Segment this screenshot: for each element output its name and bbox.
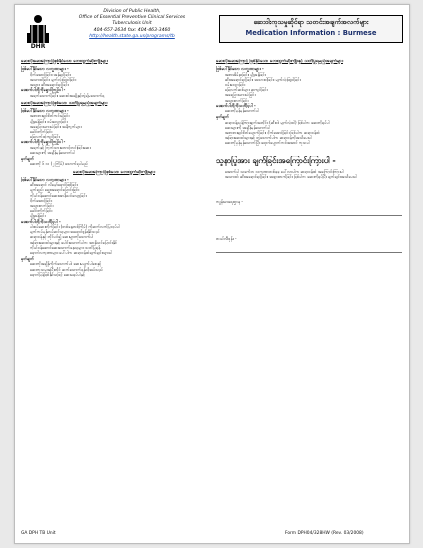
list-item: ပျို့အန်ခြင်း (30, 213, 207, 218)
document-page (14, 4, 410, 544)
caution-list (21, 93, 207, 98)
title-box (219, 15, 403, 43)
clinic-field (216, 199, 402, 216)
list-item: ရောဂါပြန်ဖြစ်နိုင်သဖြင့် ဆေးမရပ်ပါနှင့် (30, 272, 207, 277)
section-subheading: အောက်ပါတို့ကိုသတိပြုပါ - (21, 218, 61, 224)
org-line: Tuberculosis Unit (112, 21, 152, 27)
org-line: Office of Essential Preventive Clinical Services (78, 15, 186, 21)
field-label: တယ်လီဖုန်း - (216, 236, 237, 242)
list-item: ဆီးအရောင် လိမ္မော်ရောင်ဖြစ်ခြင်း (30, 182, 207, 187)
note-list (21, 261, 207, 277)
caution-list (216, 108, 402, 113)
footer-right: Form DPH04/328HW (Rev. 03/2008) (285, 531, 364, 536)
list-item: ခြေလက်ထုံကျင်ခြင်း (30, 134, 207, 139)
field-label: ကျန်းမာရေးဌာန - (216, 199, 243, 205)
section-subheading: ဖြစ်ပေါ်နိုင်သော လက္ခဏာများ - (21, 107, 69, 113)
section-heading: ဆေးလိုးဆေးကြောင့်ဖြစ်သော သတိပြုရမည့်အချက်များ (21, 100, 108, 106)
list-item: အရက်သောက်ခြင်း၊ ဆေးဝါးအချို့နှင့်တွဲ၍မသောက်ရ (30, 93, 207, 98)
phone-field (216, 236, 402, 253)
list-item: ဗိုက်အောင့်ခြင်း (30, 198, 207, 203)
list-item: ဆီးအရောင်ရင့်ခြင်း၊ အသားဝါခြင်း၊ မျက်လုံးဖြူဝါခြင်း (225, 77, 402, 82)
list-item: ရောဂါလက္ခဏာများ ပေါ်ပါက ဆရာဝန်ထံချက်ချင်းသွားပါ (30, 250, 207, 255)
list-item: ဗိုက်အောင့်ခြင်း၊ အန်ချင်ခြင်း (30, 72, 207, 77)
symptom-list (21, 72, 207, 88)
list-item: ဆေးများကို အချိန်မှန်သောက်ပါ (225, 125, 402, 130)
section-subheading: အောက်ပါတို့ကိုသတိပြုပါ - (216, 102, 256, 108)
logo-text: DHR (30, 43, 46, 50)
list-item: ဆေးကိုမှန်မှန်သောက်ပြီး ရောဂါပျောက်ကင်းအောင် ကုသပါ (225, 140, 402, 145)
list-item: မျက်ရည်၊ ချွေးအရောင်ပြောင်းခြင်း (30, 187, 207, 192)
org-block (57, 9, 207, 40)
list-item: အဖျားတက်ခြင်း (225, 98, 402, 103)
list-item: အဖျား၊ ဆီးအရောင်ရင့်ခြင်း (30, 82, 207, 87)
note-label: မှတ်ချက် (21, 256, 34, 262)
list-item: အရေပြားယားယံခြင်း (225, 92, 402, 97)
note-list (21, 161, 207, 166)
header (15, 5, 409, 61)
list-item: ဆရာဝန်ညွှန်ကြားချက်အတိုင်း (ဆီးဝါ၊ မျက်လုံးဝါ) ဖြစ်ပါက ဆေးကိုရပ်ပါ (225, 120, 402, 125)
drug-section (21, 59, 207, 98)
footer-left: GA DPH TB Unit (21, 531, 56, 536)
note-label: မှတ်ချက် (216, 114, 229, 120)
phone-input-line[interactable] (216, 245, 402, 253)
list-item: ပျို့အန်ခြင်း၊ ဝမ်းလျှောခြင်း (30, 119, 207, 124)
list-item: ဆေးကို ၆ လ (၂ ကြိမ်) သောက်ရပါမည် (30, 161, 207, 166)
drug-section (21, 170, 207, 277)
list-item: ခေါင်းကိုက်ခြင်း (30, 129, 207, 134)
drug-section (216, 59, 402, 146)
symptom-list (21, 182, 207, 218)
list-item: အစာစားချင်စိတ်ကင်းမဲ့ခြင်း (30, 113, 207, 118)
list-item: ခြေလက်ဆစ်များ နာကျင်ခြင်း (225, 87, 402, 92)
list-item: အခြားဆေးဝါးများနှင့် တွဲသောက်ပါက ဆရာဝန်ကိုအသိပေးပါ (225, 135, 402, 140)
list-item: ခေါင်းကိုက်ခြင်း (30, 208, 207, 213)
list-item: အရက်နှင့် ကြွက်သားတောင့်တင်းခြင်းဆေး (30, 145, 207, 150)
list-item: ကိုယ်ဝန်ဆောင်ဆေးသောက်နေသူများ သတိပြုရန် (30, 245, 207, 250)
list-item: အစာအိမ်နာခြင်း၊ ပျို့အန်ခြင်း (225, 72, 402, 77)
list-item: အသားဝါ၊ ဆီးအရောင်ရင့်ခြင်း၊ အဖျားတက်ခြင်း ဖြစ်ပါက ဆေးကိုရပ်ပြီး ချက်ချင်းအသိပေးပါ (225, 174, 402, 179)
clinic-input-line[interactable] (216, 208, 402, 216)
list-item: ဆေးကုသမှုအပြီးတိုင် ဆက်သောက်ရန်လိုအပ်သည် (30, 267, 207, 272)
section-heading: ဆေးလိုးဆေးကြောင့်ဖြစ်နိုင်သော ဘေးထွက်ဆိုးကျိုးများ (21, 59, 108, 64)
title-burmese: ဆေးဝါးကုသမှုဆိုင်ရာ သတင်းအချက်အလက်များ (253, 18, 369, 26)
list-item: အခြားဆေးဝါးများနှင့် ပေါင်းသောက်ပါက အာနိသင်ပြောင်းနိုင် (30, 240, 207, 245)
right-column (216, 57, 402, 253)
section-heading: ဆေးလိုးဆေးကြောင့် ဖြစ်နိုင်သော ဘေးထွက်ဆိုးကျိုးနှင့် သတိပြုရမည့်အချက်များ (216, 59, 343, 64)
org-url-link[interactable]: http://health.state.ga.us/programs/tb (89, 33, 175, 39)
section-subheading: ဖြစ်ပေါ်နိုင်သော လက္ခဏာများ - (21, 66, 69, 71)
alert-list (216, 169, 402, 179)
list-item: ပါးစပ်ဆေးတိုက်ခြင်း (တစ်နေ့တစ်ကြိမ်) ကိုဆက်လက်ပြုလုပ်ပါ (30, 224, 207, 229)
list-item: အရေပြားယားယံခြင်း၊ အနီကွက်များ (30, 124, 207, 129)
list-item: ဆေးကိုအချိန်ကိုက်သောက်ပါ၊ ဆေးမပျက်ပါစေနှင့် (30, 261, 207, 266)
list-item: ဆေးများကို အချိန်မှန်သောက်ပါ (30, 150, 207, 155)
alert-title: သူနာပြုအား ချက်ခြင်းအကြောင်းကြားပါ - (216, 155, 336, 165)
section-heading: ဆေးလိုးဆေးကြောင့်ဖြစ်သော ဘေးထွက်ဆိုးကျိုးများ (73, 169, 155, 175)
list-item: ဆရာဝန်နှင့် တိုင်ပင်၍ ဆေးများကိုသောက်ပါ (30, 234, 207, 239)
note-list (216, 120, 402, 146)
section-subheading: ဖြစ်ပေါ်နိုင်သော လက္ခဏာများ - (216, 66, 264, 71)
org-line: Division of Public Health, (103, 9, 161, 14)
section-subheading: အောက်ပါတို့ကိုရှောင်ကြဉ်ပါ - (21, 87, 66, 93)
list-item: အောက်ပါ သင်္ကေတ လက္ခဏာတစ်ခုခု ပေါ်လာပါက ဆရာဝန်ထံ အကြောင်းကြားပါ (225, 169, 402, 174)
list-item: အသားဝါခြင်း၊ မျက်လုံးဖြူဝါခြင်း (30, 77, 207, 82)
note-label: မှတ်ချက် (21, 156, 34, 162)
list-item: ဆေးကိုမှန်မှန်သောက်ပါ (225, 108, 402, 113)
symptom-list (21, 113, 207, 139)
list-item: ဝမ်းလျှောခြင်း (225, 82, 402, 87)
org-line: 404-657-2634 fax: 404-463-3460 (93, 27, 171, 33)
list-item: ကိုယ်ဝန်ဆောင်ဆေးအာနိသင်လျော့ခြင်း (30, 193, 207, 198)
caution-list (21, 145, 207, 155)
list-item: အစာစားချင်စိတ်ပျောက်ခြင်း၊ ဗိုက်အောင့်ခြင်း ဖြစ်ပါက ဆရာဝန်ထံ (225, 130, 402, 135)
list-item: မျက်ကပ်မှန်တပ်ဆင်သူများ အရောင်စွန်းနိုင်သည် (30, 229, 207, 234)
title-english: Medication Information : Burmese (245, 29, 377, 37)
section-subheading: အောက်ပါတို့ကိုရှောင်ကြဉ်ပါ - (21, 139, 66, 145)
section-subheading: ဖြစ်ပေါ်နိုင်သော လက္ခဏာများ - (21, 176, 69, 182)
drug-section (21, 101, 207, 167)
caution-list (21, 224, 207, 255)
left-column (21, 57, 207, 280)
symptom-list (216, 72, 402, 103)
list-item: အဖျားတက်ခြင်း (30, 203, 207, 208)
